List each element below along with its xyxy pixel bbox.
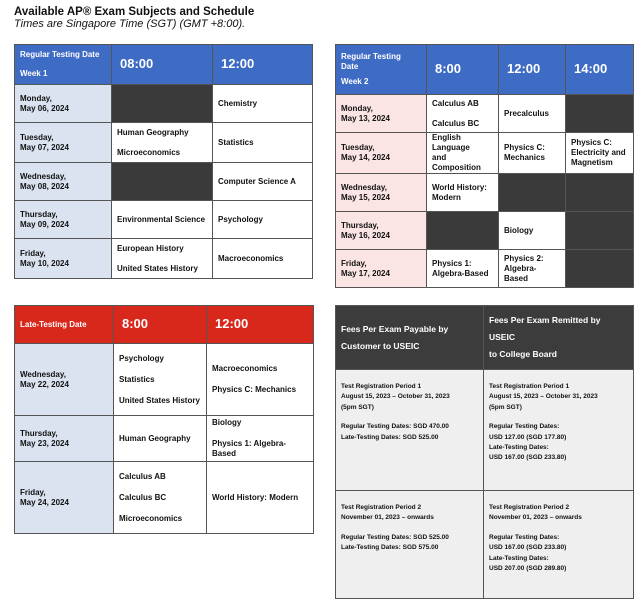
empty-slot <box>566 95 634 133</box>
exam-cell: Physics 1: Algebra-Based <box>427 250 499 288</box>
empty-slot <box>112 85 213 123</box>
exam-cell: Macroeconomics <box>213 239 313 279</box>
table-row <box>336 370 634 491</box>
empty-slot <box>112 163 213 201</box>
exam-cell: European History United States History <box>112 239 213 279</box>
week1-schedule-table <box>14 44 313 279</box>
exam-cell: Physics 2: Algebra-Based <box>499 250 566 288</box>
week2-header-label: Regular Testing Date Week 2 <box>336 45 427 95</box>
week2-time-1400: 14:00 <box>566 45 634 95</box>
late-testing-table <box>14 305 314 534</box>
exam-cell: World History: Modern <box>427 174 499 212</box>
date-cell: Friday, May 17, 2024 <box>336 250 427 288</box>
date-cell: Tuesday, May 07, 2024 <box>15 123 112 163</box>
table-row <box>15 163 313 201</box>
week1-time-0800: 08:00 <box>112 45 213 85</box>
page-title: Available AP® Exam Subjects and Schedule <box>14 6 255 18</box>
fees-period2-remitted: Test Registration Period 2 November 01, 2023 – onwards Regular Testing Dates: USD 167.00 (SGD 233.80) Late-Testing Dates: USD 207.00 (SGD 289.80) <box>484 491 634 599</box>
empty-slot <box>566 250 634 288</box>
empty-slot <box>566 174 634 212</box>
date-cell: Thursday, May 23, 2024 <box>15 416 114 462</box>
date-cell: Monday, May 13, 2024 <box>336 95 427 133</box>
fees-col2-header: Fees Per Exam Remitted by USEIC to College Board <box>484 306 634 370</box>
date-cell: Wednesday, May 15, 2024 <box>336 174 427 212</box>
exam-cell: Psychology Statistics United States History <box>114 344 207 416</box>
date-cell: Wednesday, May 22, 2024 <box>15 344 114 416</box>
late-header-label: Late-Testing Date <box>15 306 114 344</box>
exam-cell: Computer Science A <box>213 163 313 201</box>
fees-period2-customer: Test Registration Period 2 November 01, 2023 – onwards Regular Testing Dates: SGD 525.00 Late-Testing Dates: SGD 575.00 <box>336 491 484 599</box>
date-cell: Monday, May 06, 2024 <box>15 85 112 123</box>
exam-cell: Human Geography <box>114 416 207 462</box>
date-cell: Friday, May 10, 2024 <box>15 239 112 279</box>
table-row <box>15 344 314 416</box>
week1-time-1200: 12:00 <box>213 45 313 85</box>
exam-cell: Statistics <box>213 123 313 163</box>
fees-period1-customer: Test Registration Period 1 August 15, 2023 – October 31, 2023 (5pm SGT) Regular Testing Dates: SGD 470.00 Late-Testing Dates: SGD 525.00 <box>336 370 484 491</box>
week2-time-1200: 12:00 <box>499 45 566 95</box>
table-row <box>336 491 634 599</box>
date-cell: Thursday, May 09, 2024 <box>15 201 112 239</box>
exam-cell: Environmental Science <box>112 201 213 239</box>
week2-schedule-table <box>335 44 634 288</box>
late-time-1200: 12:00 <box>207 306 314 344</box>
date-cell: Wednesday, May 08, 2024 <box>15 163 112 201</box>
table-row <box>336 174 634 212</box>
date-cell: Thursday, May 16, 2024 <box>336 212 427 250</box>
table-row <box>336 250 634 288</box>
exam-cell: Human Geography Microeconomics <box>112 123 213 163</box>
late-time-0800: 8:00 <box>114 306 207 344</box>
table-row <box>15 123 313 163</box>
date-cell: Friday, May 24, 2024 <box>15 462 114 534</box>
week2-time-0800: 8:00 <box>427 45 499 95</box>
exam-cell: Biology Physics 1: Algebra-Based <box>207 416 314 462</box>
exam-cell: Physics C: Mechanics <box>499 133 566 174</box>
fees-period1-remitted: Test Registration Period 1 August 15, 2023 – October 31, 2023 (5pm SGT) Regular Testing Dates: USD 127.00 (SGD 177.80) Late-Testing Dates: USD 167.00 (SGD 233.80) <box>484 370 634 491</box>
exam-cell: Psychology <box>213 201 313 239</box>
exam-cell: World History: Modern <box>207 462 314 534</box>
table-row <box>15 201 313 239</box>
table-row <box>15 462 314 534</box>
table-row <box>336 133 634 174</box>
table-row <box>336 212 634 250</box>
table-row <box>336 95 634 133</box>
exam-cell: Biology <box>499 212 566 250</box>
table-row <box>15 85 313 123</box>
fees-col1-header: Fees Per Exam Payable by Customer to USEIC <box>336 306 484 370</box>
exam-cell: English Language and Composition <box>427 133 499 174</box>
timezone-subtitle: Times are Singapore Time (SGT) (GMT +8:00). <box>14 18 246 30</box>
exam-cell: Chemistry <box>213 85 313 123</box>
empty-slot <box>427 212 499 250</box>
empty-slot <box>499 174 566 212</box>
empty-slot <box>566 212 634 250</box>
exam-cell: Calculus AB Calculus BC <box>427 95 499 133</box>
table-row <box>15 416 314 462</box>
date-cell: Tuesday, May 14, 2024 <box>336 133 427 174</box>
week1-header-label: Regular Testing Date Week 1 <box>15 45 112 85</box>
exam-cell: Precalculus <box>499 95 566 133</box>
exam-cell: Calculus AB Calculus BC Microeconomics <box>114 462 207 534</box>
exam-cell: Physics C: Electricity and Magnetism <box>566 133 634 174</box>
exam-cell: Macroeconomics Physics C: Mechanics <box>207 344 314 416</box>
table-row <box>15 239 313 279</box>
fees-table <box>335 305 634 599</box>
